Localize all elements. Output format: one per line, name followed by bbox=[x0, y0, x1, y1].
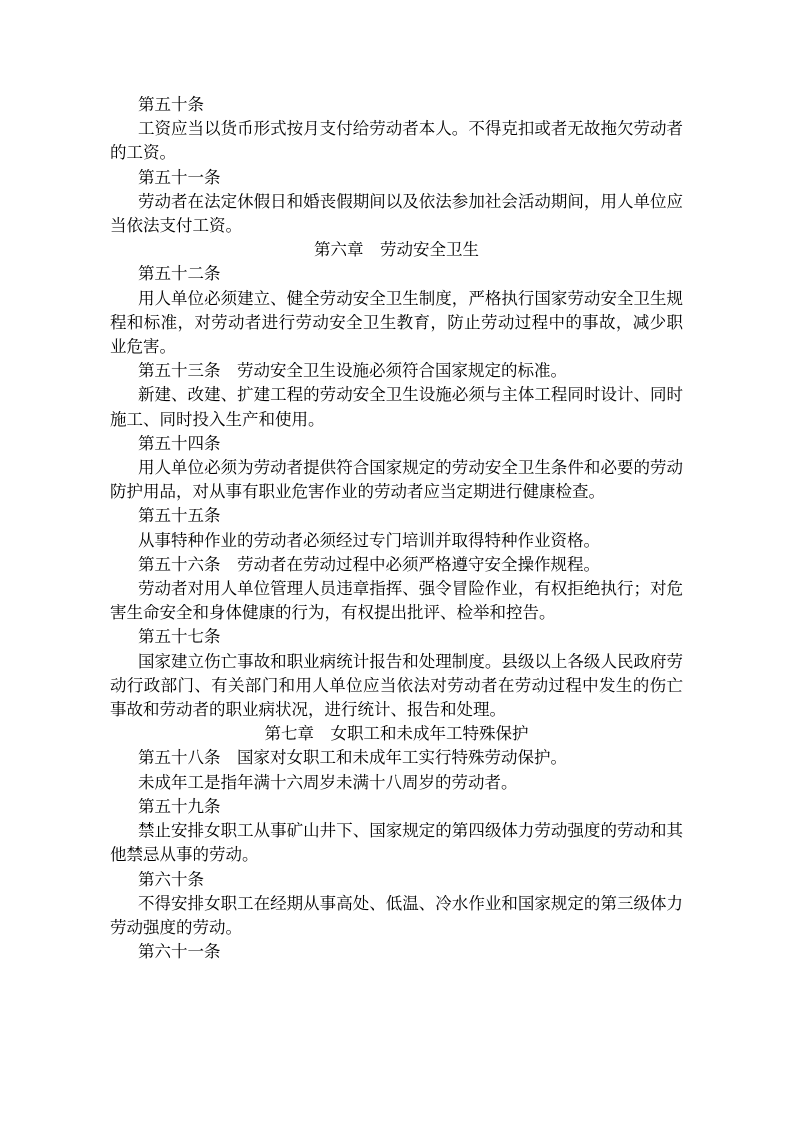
paragraph: 第五十四条 bbox=[138, 433, 221, 453]
paragraph: 用人单位必须建立、健全劳动安全卫生制度，严格执行国家劳动安全卫生规程和标准，对劳动者进行劳动安全卫生教育，防止劳动过程中的事故，减少职业危害。 bbox=[110, 288, 683, 357]
paragraph: 第五十一条 bbox=[138, 167, 221, 187]
paragraph: 第五十五条 bbox=[138, 506, 221, 526]
paragraph: 第六十条 bbox=[138, 869, 204, 889]
paragraph: 禁止安排女职工从事矿山井下、国家规定的第四级体力劳动强度的劳动和其他禁忌从事的劳动。 bbox=[110, 821, 683, 865]
paragraph: 第五十八条 国家对女职工和未成年工实行特殊劳动保护。 bbox=[138, 748, 567, 768]
paragraph: 第五十二条 bbox=[138, 264, 221, 284]
chapter-heading: 第六章 劳动安全卫生 bbox=[314, 240, 479, 260]
chapter-heading: 第七章 女职工和未成年工特殊保护 bbox=[264, 724, 529, 744]
document-body bbox=[110, 93, 683, 964]
paragraph: 劳动者对用人单位管理人员违章指挥、强令冒险作业，有权拒绝执行；对危害生命安全和身体健康的行为，有权提出批评、检举和控告。 bbox=[110, 579, 683, 623]
paragraph: 第五十九条 bbox=[138, 796, 221, 816]
paragraph: 国家建立伤亡事故和职业病统计报告和处理制度。县级以上各级人民政府劳动行政部门、有关部门和用人单位应当依法对劳动者在劳动过程中发生的伤亡事故和劳动者的职业病状况，进行统计、报告和处理。 bbox=[110, 651, 683, 720]
paragraph: 工资应当以货币形式按月支付给劳动者本人。不得克扣或者无故拖欠劳动者的工资。 bbox=[110, 119, 683, 163]
paragraph: 第六十一条 bbox=[138, 942, 221, 962]
paragraph: 劳动者在法定休假日和婚丧假期间以及依法参加社会活动期间，用人单位应当依法支付工资。 bbox=[110, 191, 683, 236]
paragraph: 第五十七条 bbox=[138, 627, 221, 647]
paragraph: 不得安排女职工在经期从事高处、低温、冷水作业和国家规定的第三级体力劳动强度的劳动。 bbox=[110, 893, 683, 937]
paragraph: 第五十六条 劳动者在劳动过程中必须严格遵守安全操作规程。 bbox=[138, 554, 600, 574]
paragraph: 第五十条 bbox=[138, 95, 204, 114]
paragraph: 第五十三条 劳动安全卫生设施必须符合国家规定的标准。 bbox=[138, 361, 567, 381]
paragraph: 未成年工是指年满十六周岁未满十八周岁的劳动者。 bbox=[138, 772, 518, 792]
paragraph: 从事特种作业的劳动者必须经过专门培训并取得特种作业资格。 bbox=[138, 530, 600, 550]
paragraph: 用人单位必须为劳动者提供符合国家规定的劳动安全卫生条件和必要的劳动防护用品，对从事有职业危害作业的劳动者应当定期进行健康检查。 bbox=[110, 458, 683, 502]
paragraph: 新建、改建、扩建工程的劳动安全卫生设施必须与主体工程同时设计、同时施工、同时投入生产和使用。 bbox=[110, 385, 683, 429]
